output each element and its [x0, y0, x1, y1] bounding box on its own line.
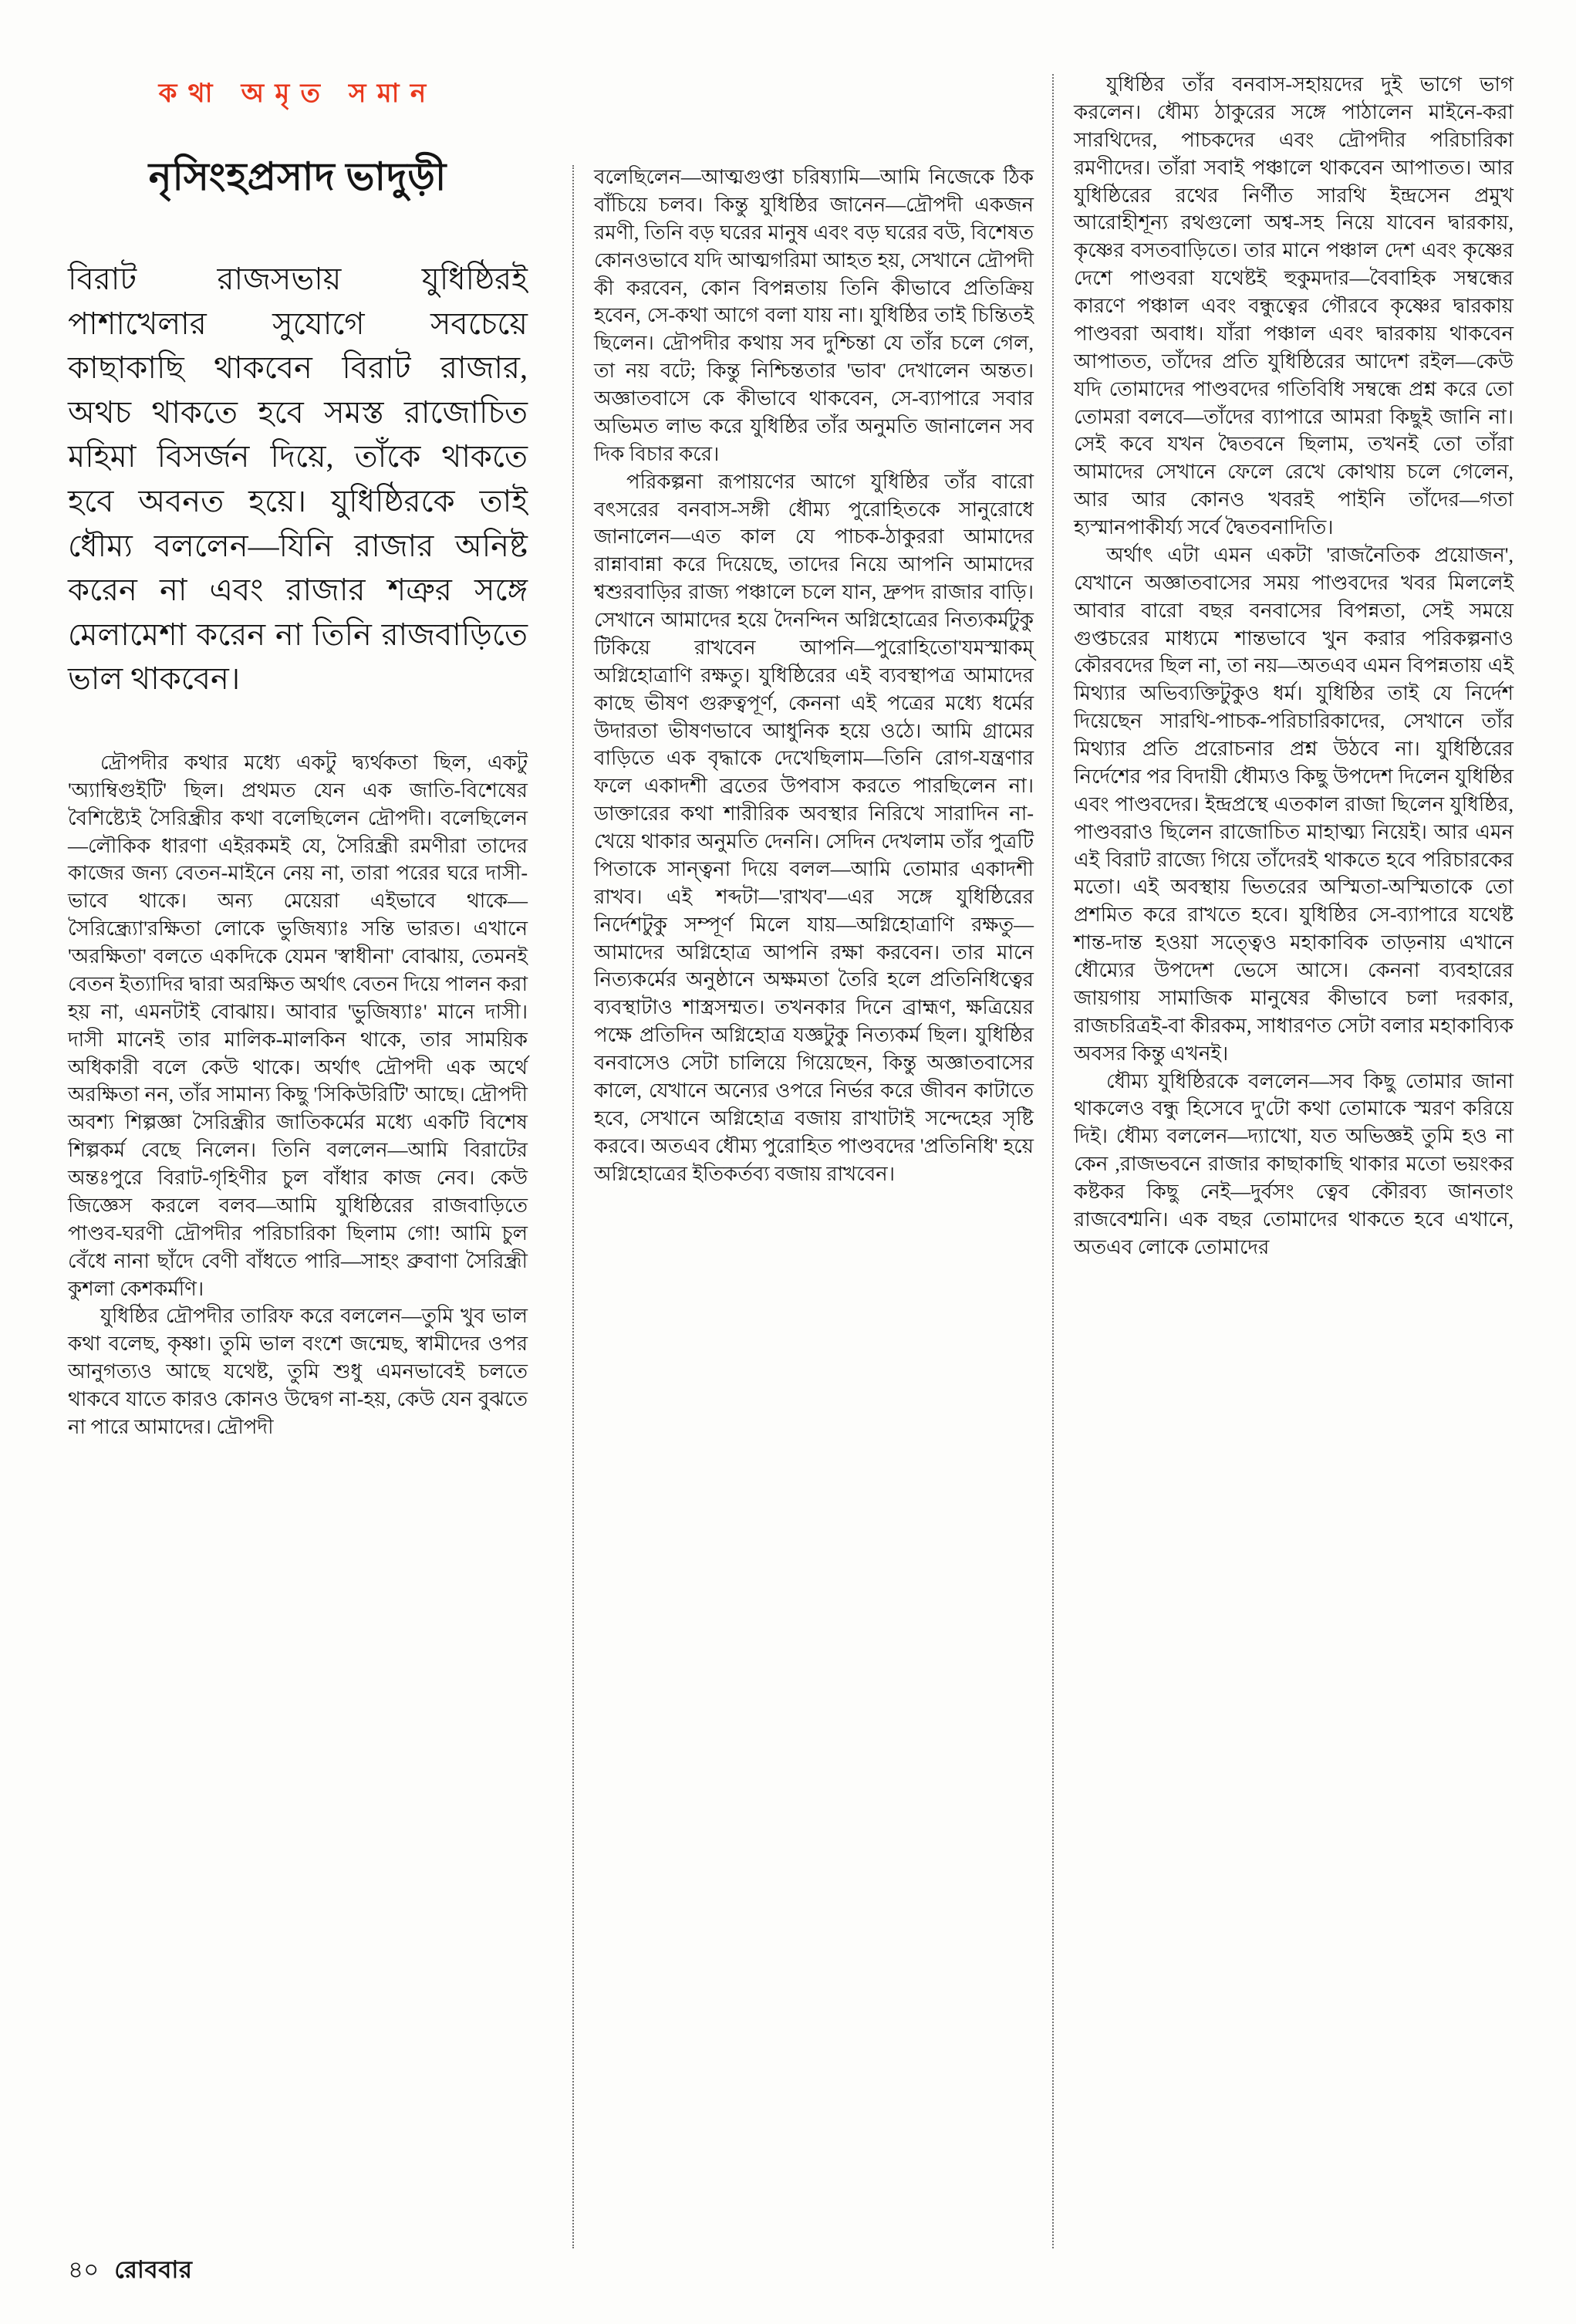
page-footer: [68, 2251, 192, 2292]
column-3: [1074, 71, 1514, 1262]
section-kicker: কথা অমৃত সমান: [158, 79, 437, 108]
paragraph: যুধিষ্ঠির তাঁর বনবাস-সহায়দের দুই ভাগে ভাগ করলেন। ধৌম্য ঠাকুরের সঙ্গে পাঠালেন মাইনে-করা সারথিদের, পাচকদের এবং দ্রৌপদীর পরিচারিকা রমণীদের। তাঁরা সবাই পঞ্চালে থাকবেন আপাতত। আর যুধিষ্ঠিরের রথের নির্ণীত সারথি ইন্দ্রসেন প্রমুখ আরোহীশূন্য রথগুলো অশ্ব-সহ নিয়ে যাবেন দ্বারকায়, কৃষ্ণের বসতবাড়িতে। তার মানে পঞ্চাল দেশ এবং কৃষ্ণের দেশে পাণ্ডবরা যথেষ্টই হুকুমদার—বৈবাহিক সম্বন্ধের কারণে পঞ্চাল এবং বন্ধুত্বের গৌরবে কৃষ্ণের দ্বারকায় পাণ্ডবরা অবাধ। যাঁরা পঞ্চাল এবং দ্বারকায় থাকবেন আপাতত, তাঁদের প্রতি যুধিষ্ঠিরের আদেশ রইল—কেউ যদি তোমাদের পাণ্ডবদের গতিবিধি সম্বন্ধে প্রশ্ন করে তো তোমরা বলবে—তাঁদের ব্যাপারে আমরা কিছুই জানি না। সেই কবে যখন দ্বৈতবনে ছিলাম, তখনই তো তাঁরা আমাদের সেখানে ফেলে রেখে কোথায় চলে গেলেন, আর আর কোনও খবরই পাইনি তাঁদের—গতা হ্যস্মানপাকীর্য্য সর্বে দ্বৈতবনাদিতি।: [1074, 73, 1514, 539]
column-3-body: [1074, 71, 1514, 1262]
column-1: [68, 73, 528, 1441]
column-divider-1: [572, 165, 574, 2248]
page-number: ৪০: [68, 2256, 100, 2283]
paragraph: অর্থাৎ এটা এমন একটা 'রাজনৈতিক প্রয়োজন', যেখানে অজ্ঞাতবাসের সময় পাণ্ডবদের খবর মিললেই আবার বারো বছর বনবাসের বিপন্নতা, সেই সময়ে গুপ্তচরের মাধ্যমে শান্তভাবে খুন করার পরিকল্পনাও কৌরবদের ছিল না, তা নয়—অতএব এমন বিপন্নতায় এই মিথ্যার অভিব্যক্তিটুকুও ধর্ম। যুধিষ্ঠির তাই যে নির্দেশ দিয়েছেন সারথি-পাচক-পরিচারিকাদের, সেখানে তাঁর মিথ্যার প্রতি প্ররোচনার প্রশ্ন উঠবে না। যুধিষ্ঠিরের নির্দেশের পর বিদায়ী ধৌম্যও কিছু উপদেশ দিলেন যুধিষ্ঠির এবং পাণ্ডবদের। ইন্দ্রপ্রস্থে এতকাল রাজা ছিলেন যুধিষ্ঠির, পাণ্ডবরাও ছিলেন রাজোচিত মাহাত্ম্য নিয়েই। আর এমন এই বিরাট রাজ্যে গিয়ে তাঁদেরই থাকতে হবে পরিচারকের মতো। এই অবস্থায় ভিতরের অস্মিতা-অস্মিতাকে তো প্রশমিত করে রাখতে হবে। যুধিষ্ঠির সে-ব্যাপারে যথেষ্ট শান্ত-দান্ত হওয়া সত্ত্বেও মহাকাবিক তাড়নায় এখানে ধৌম্যের উপদেশ ভেসে আসে। কেননা ব্যবহারের জায়গায় সামাজিক মানুষের কীভাবে চলা দরকার, রাজচরিত্রই-বা কীরকম, সাধারণত সেটা বলার মহাকাব্যিক অবসর কিন্তু এখনই।: [1074, 543, 1514, 1065]
paragraph: বলেছিলেন—আত্মগুপ্তা চরিষ্যামি—আমি নিজেকে ঠিক বাঁচিয়ে চলব। কিন্তু যুধিষ্ঠির জানেন—দ্রৌপদী একজন রমণী, তিনি বড় ঘরের মানুষ এবং বড় ঘরের বউ, বিশেষত কোনওভাবে যদি আত্মগরিমা আহত হয়, সেখানে দ্রৌপদী কী করবেন, কোন বিপন্নতায় তিনি কীভাবে প্রতিক্রিয় হবেন, সে-কথা আগে বলা যায় না। যুধিষ্ঠির তাই চিন্তিতই ছিলেন। দ্রৌপদীর কথায় সব দুশ্চিন্তা যে তাঁর চলে গেল, তা নয় বটে; কিন্তু নিশ্চিন্ততার 'ভাব' দেখালেন অন্তত। অজ্ঞাতবাসে কে কীভাবে থাকবেন, সে-ব্যাপারে সবার অভিমত লাভ করে যুধিষ্ঠির তাঁর অনুমতি জানালেন সব দিক বিচার করে।: [594, 166, 1034, 465]
paragraph: যুধিষ্ঠির দ্রৌপদীর তারিফ করে বললেন—তুমি খুব ভাল কথা বলেছ, কৃষ্ণা। তুমি ভাল বংশে জন্মেছ, স্বামীদের ওপর আনুগত্যও আছে যথেষ্ট, তুমি শুধু এমনভাবেই চলতে থাকবে যাতে কারও কোনও উদ্বেগ না-হয়, কেউ যেন বুঝতে না পারে আমাদের। দ্রৌপদী: [68, 1305, 528, 1438]
column-2-body: [594, 164, 1034, 1187]
author-name: নৃসিংহপ্রসাদ ভাদুড়ী: [148, 155, 447, 198]
column-1-body: [68, 749, 528, 1441]
publication-name: রোববার: [114, 2256, 193, 2283]
paragraph: দ্রৌপদীর কথার মধ্যে একটু দ্ব্যর্থকতা ছিল, একটু 'অ্যাম্বিগুইটি' ছিল। প্রথমত যেন এক জাতি-বিশেষের বৈশিষ্ট্যেই সৈরিন্ধ্রীর কথা বলেছিলেন দ্রৌপদী। বলেছিলেন—লৌকিক ধারণা এইরকমই যে, সৈরিন্ধ্রী রমণীরা তাদের কাজের জন্য বেতন-মাইনে নেয় না, তারা পরের ঘরে দাসী-ভাবে থাকে। অন্য মেয়েরা এইভাবে থাকে—সৈরিন্ধ্র্যো'রক্ষিতা লোকে ভুজিষ্যাঃ সন্তি ভারত। এখানে 'অরক্ষিতা' বলতে একদিকে যেমন 'স্বাধীনা' বোঝায়, তেমনই বেতন ইত্যাদির দ্বারা অরক্ষিত অর্থাৎ বেতন দিয়ে পালন করা হয় না, এমনটাই বোঝায়। আবার 'ভুজিষ্যাঃ' মানে দাসী। দাসী মানেই তার মালিক-মালকিন থাকে, তার সাময়িক অধিকারী বলে কেউ থাকে। অর্থাৎ দ্রৌপদী এক অর্থে অরক্ষিতা নন, তাঁর সামান্য কিছু 'সিকিউরিটি' আছে। দ্রৌপদী অবশ্য শিল্পজ্ঞা সৈরিন্ধ্রীর জাতিকর্মের মধ্যে একটি বিশেষ শিল্পকর্ম বেছে নিলেন। তিনি বললেন—আমি বিরাটের অন্তঃপুরে বিরাট-গৃহিণীর চুল বাঁধার কাজ নেব। কেউ জিজ্ঞেস করলে বলব—আমি যুধিষ্ঠিরের রাজবাড়িতে পাণ্ডব-ঘরণী দ্রৌপদীর পরিচারিকা ছিলাম গো! আমি চুল বেঁধে নানা ছাঁদে বেণী বাঁধতে পারি—সাহং ব্রুবাণা সৈরিন্ধ্রী কুশলা কেশকর্মণি।: [68, 751, 528, 1300]
column-divider-2: [1052, 74, 1054, 2248]
column-2: [594, 164, 1034, 1187]
lede-paragraph: বিরাট রাজসভায় যুধিষ্ঠিরই পাশাখেলার সুযোগে সবচেয়ে কাছাকাছি থাকবেন বিরাট রাজার, অথচ থাকতে হবে সমস্ত রাজোচিত মহিমা বিসর্জন দিয়ে, তাঁকে থাকতে হবে অবনত হয়ে। যুধিষ্ঠিরকে তাই ধৌম্য বললেন—যিনি রাজার অনিষ্ট করেন না এবং রাজার শত্রুর সঙ্গে মেলামেশা করেন না তিনি রাজবাড়িতে ভাল থাকবেন।: [68, 262, 528, 697]
paragraph: ধৌম্য যুধিষ্ঠিরকে বললেন—সব কিছু তোমার জানা থাকলেও বন্ধু হিসেবে দু'টো কথা তোমাকে স্মরণ করিয়ে দিই। ধৌম্য বললেন—দ্যাখো, যত অভিজ্ঞই তুমি হও না কেন ,রাজভবনে রাজার কাছাকাছি থাকার মতো ভয়ংকর কষ্টকর কিছু নেই—দুর্বসং ত্বেব কৌরব্য জানতাং রাজবেশ্মনি। এক বছর তোমাদের থাকতে হবে এখানে, অতএব লোকে তোমাদের: [1074, 1069, 1514, 1258]
paragraph: পরিকল্পনা রূপায়ণের আগে যুধিষ্ঠির তাঁর বারো বৎসরের বনবাস-সঙ্গী ধৌম্য পুরোহিতকে সানুরোধে জানালেন—এত কাল যে পাচক-ঠাকুররা আমাদের রান্নাবান্না করে দিয়েছে, তাদের নিয়ে আপনি আমাদের শ্বশুরবাড়ির রাজ্য পঞ্চালে চলে যান, দ্রুপদ রাজার বাড়ি। সেখানে আমাদের হয়ে দৈনন্দিন অগ্নিহোত্রের নিত্যকর্মটুকু টিকিয়ে রাখবেন আপনি—পুরোহিতো'যমস্মাকম্ অগ্নিহোত্রাণি রক্ষতু। যুধিষ্ঠিরের এই ব্যবস্থাপত্র আমাদের কাছে ভীষণ গুরুত্বপূর্ণ, কেননা এই পত্রের মধ্যে ধর্মের উদারতা ভীষণভাবে আধুনিক হয়ে ওঠে। আমি গ্রামের বাড়িতে এক বৃদ্ধাকে দেখেছিলাম—তিনি রোগ-যন্ত্রণার ফলে একাদশী ব্রতের উপবাস করতে পারছিলেন না। ডাক্তারের কথা শারীরিক অবস্থার নিরিখে সারাদিন না-খেয়ে থাকার অনুমতি দেননি। সেদিন দেখলাম তাঁর পুত্রটি পিতাকে সান্ত্বনা দিয়ে বলল—আমি তোমার একাদশী রাখব। এই শব্দটা—'রাখব'—এর সঙ্গে যুধিষ্ঠিরের নির্দেশটুকু সম্পূর্ণ মিলে যায়—অগ্নিহোত্রাণি রক্ষতু—আমাদের অগ্নিহোত্র আপনি রক্ষা করবেন। তার মানে নিত্যকর্মের অনুষ্ঠানে অক্ষমতা তৈরি হলে প্রতিনিধিত্বের ব্যবস্থাটাও শাস্ত্রসম্মত। তখনকার দিনে ব্রাহ্মণ, ক্ষত্রিয়ের পক্ষে প্রতিদিন অগ্নিহোত্র যজ্ঞটুকু নিত্যকর্ম ছিল। যুধিষ্ঠির বনবাসেও সেটা চালিয়ে গিয়েছেন, কিন্তু অজ্ঞাতবাসের কালে, যেখানে অন্যের ওপরে নির্ভর করে জীবন কাটাতে হবে, সেখানে অগ্নিহোত্র বজায় রাখাটাই সন্দেহের সৃষ্টি করবে। অতএব ধৌম্য পুরোহিত পাণ্ডবদের 'প্রতিনিধি' হয়ে অগ্নিহোত্রের ইতিকর্তব্য বজায় রাখবেন।: [594, 470, 1034, 1185]
